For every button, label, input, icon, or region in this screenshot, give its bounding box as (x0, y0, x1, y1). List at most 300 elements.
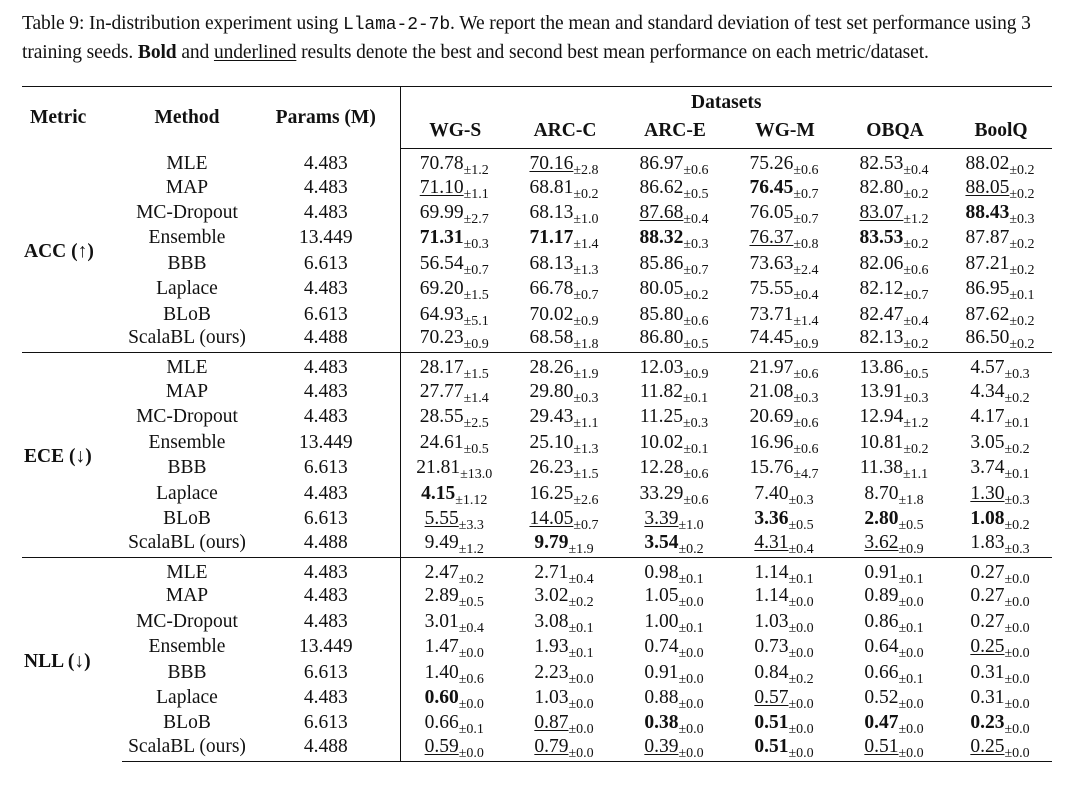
result-cell (400, 736, 510, 762)
method-name: Ensemble (148, 636, 226, 658)
result-cell (620, 327, 730, 353)
result-mean: 0.64 (864, 636, 899, 658)
header-col-arc-c: ARC-C (510, 115, 620, 149)
result-mean: 29.43 (529, 406, 574, 428)
result-cell (950, 685, 1052, 710)
table-row (22, 405, 1052, 430)
result-std: ±2.6 (573, 492, 599, 508)
result-cell (730, 532, 840, 558)
result-std: ±0.0 (788, 595, 814, 611)
result-std: ±0.0 (568, 746, 594, 762)
result-std: ±0.5 (903, 367, 929, 383)
result-std: ±0.2 (1009, 163, 1035, 178)
result-std: ±0.1 (682, 391, 709, 407)
result-mean: 0.51 (864, 736, 899, 758)
table-row (22, 430, 1052, 455)
result-mean: 82.12 (859, 278, 904, 300)
result-std: ±0.6 (683, 467, 709, 483)
table-row (22, 660, 1052, 685)
result-cell (950, 405, 1052, 430)
result-mean: 0.89 (864, 585, 899, 607)
params-value: 13.449 (298, 227, 353, 249)
result-cell (950, 430, 1052, 455)
result-mean: 73.71 (749, 303, 794, 325)
result-cell (400, 660, 510, 685)
result-cell (840, 532, 950, 558)
result-std: ±0.1 (678, 571, 704, 587)
result-std: ±0.8 (793, 237, 819, 253)
result-cell (620, 532, 730, 558)
result-std: ±1.3 (573, 262, 599, 278)
result-mean: 0.25 (970, 736, 1005, 758)
result-mean: 0.25 (970, 636, 1005, 658)
result-mean: 1.00 (644, 610, 679, 632)
result-mean: 0.91 (864, 561, 899, 583)
result-cell (950, 175, 1052, 200)
result-std: ±1.5 (463, 288, 489, 304)
result-cell (840, 481, 950, 506)
result-cell (510, 430, 620, 455)
method-name: Ensemble (148, 227, 226, 249)
result-mean: 25.10 (529, 431, 574, 453)
result-std: ±0.2 (1009, 337, 1035, 353)
result-std: ±0.2 (1004, 517, 1030, 533)
result-cell (840, 430, 950, 455)
table-row (22, 456, 1052, 481)
result-cell (840, 251, 950, 276)
result-cell (950, 456, 1052, 481)
result-mean: 76.45 (749, 176, 794, 198)
result-cell (730, 711, 840, 736)
result-std: ±0.0 (898, 696, 924, 712)
result-std: ±0.0 (458, 646, 484, 662)
result-std: ±0.0 (788, 696, 814, 712)
result-mean: 1.03 (534, 686, 569, 708)
result-mean: 0.66 (424, 712, 459, 734)
header-params: Params (M) (275, 106, 376, 128)
result-mean: 2.47 (424, 561, 459, 583)
result-mean: 13.86 (859, 357, 904, 379)
result-std: ±0.1 (1009, 288, 1035, 304)
result-cell (620, 175, 730, 200)
result-cell (400, 405, 510, 430)
result-cell (400, 226, 510, 251)
method-name: BBB (167, 252, 207, 274)
method-name: MC-Dropout (136, 202, 238, 224)
result-mean: 1.05 (644, 585, 679, 607)
caption-and: and (176, 42, 214, 63)
result-cell (840, 685, 950, 710)
result-mean: 0.31 (970, 661, 1005, 683)
result-mean: 11.38 (859, 457, 903, 479)
result-std: ±0.2 (1004, 441, 1030, 457)
result-cell (400, 353, 510, 383)
result-cell (620, 302, 730, 327)
result-cell (950, 711, 1052, 736)
caption-suffix: results denote the best and second best mean performance on each metric/dataset. (296, 42, 929, 63)
result-cell (400, 634, 510, 662)
result-mean: 74.45 (749, 327, 794, 349)
table-row (22, 557, 1052, 584)
result-cell (400, 175, 510, 200)
method-name: ScalaBL (ours) (128, 531, 246, 553)
result-mean: 13.91 (859, 381, 904, 403)
result-std: ±0.2 (903, 186, 929, 202)
result-cell (620, 379, 730, 407)
result-std: ±1.3 (573, 441, 599, 457)
result-mean: 83.53 (859, 227, 904, 249)
result-mean: 15.76 (749, 457, 794, 479)
result-cell (840, 327, 950, 353)
result-cell (840, 584, 950, 609)
result-std: ±0.1 (568, 620, 594, 636)
result-std: ±0.0 (458, 746, 484, 762)
table-row (22, 302, 1052, 327)
result-std: ±3.3 (458, 517, 484, 533)
result-cell (400, 251, 510, 276)
method-name: MAP (165, 176, 209, 198)
result-cell (840, 302, 950, 327)
method-name: MLE (122, 557, 252, 584)
result-cell (730, 736, 840, 762)
table-row (22, 685, 1052, 710)
result-std: ±0.5 (898, 517, 924, 533)
result-cell (730, 226, 840, 251)
result-cell (400, 277, 510, 302)
result-std: ±1.5 (463, 367, 489, 383)
result-std: ±0.1 (1004, 416, 1030, 432)
table-row (22, 277, 1052, 302)
result-mean: 0.84 (754, 661, 789, 683)
result-cell (840, 736, 950, 762)
result-std: ±1.1 (902, 467, 929, 483)
table-row (22, 226, 1052, 251)
result-std: ±0.4 (793, 288, 819, 304)
result-mean: 12.94 (859, 406, 904, 428)
result-std: ±0.6 (793, 163, 819, 178)
result-cell (620, 506, 730, 531)
table-row (22, 736, 1052, 762)
result-std: ±4.7 (793, 467, 819, 483)
params-value: 6.613 (303, 712, 348, 734)
result-mean: 28.26 (529, 357, 574, 379)
result-cell (400, 506, 510, 531)
result-mean: 0.60 (424, 686, 459, 708)
result-std: ±1.4 (573, 237, 599, 253)
result-cell (620, 660, 730, 685)
result-cell (510, 277, 620, 302)
result-std: ±1.1 (573, 416, 599, 432)
result-std: ±0.2 (678, 541, 704, 557)
result-mean: 0.73 (754, 636, 789, 658)
result-std: ±0.2 (1004, 391, 1030, 407)
result-std: ±0.4 (903, 313, 929, 329)
method-name: MAP (165, 381, 209, 403)
result-std: ±1.4 (793, 313, 819, 329)
result-cell (730, 430, 840, 455)
caption-prefix: Table 9: In-distribution experiment using (22, 13, 343, 34)
result-std: ±5.1 (463, 313, 489, 329)
result-cell (400, 609, 510, 634)
result-std: ±0.7 (793, 186, 819, 202)
result-std: ±0.3 (903, 391, 929, 407)
result-mean: 27.77 (419, 381, 464, 403)
result-cell (620, 736, 730, 762)
result-mean: 86.50 (965, 327, 1010, 349)
result-std: ±0.2 (903, 337, 929, 353)
result-mean: 21.81 (416, 457, 461, 479)
result-std: ±0.4 (903, 163, 929, 178)
result-mean: 69.20 (419, 278, 464, 300)
result-mean: 2.89 (424, 585, 459, 607)
result-mean: 21.97 (749, 357, 794, 379)
result-cell (950, 660, 1052, 685)
method-name: MLE (122, 353, 252, 380)
result-mean: 75.26 (749, 153, 794, 174)
result-cell (730, 634, 840, 662)
result-std: ±0.6 (458, 671, 484, 687)
result-cell (840, 379, 950, 407)
result-std: ±1.9 (573, 367, 599, 383)
result-mean: 28.55 (419, 406, 464, 428)
result-std: ±0.3 (1004, 492, 1030, 508)
result-std: ±0.3 (1004, 541, 1030, 557)
result-cell (840, 456, 950, 481)
params-value: 6.613 (303, 303, 348, 325)
result-mean: 69.99 (419, 202, 464, 224)
result-mean: 70.78 (419, 153, 464, 174)
result-cell (620, 584, 730, 609)
result-mean: 3.05 (970, 431, 1005, 453)
result-std: ±1.4 (463, 391, 489, 407)
result-cell (730, 251, 840, 276)
result-mean: 10.02 (639, 431, 684, 453)
result-std: ±0.0 (678, 696, 704, 712)
result-cell (620, 557, 730, 587)
result-mean: 9.79 (534, 531, 569, 553)
caption-underlined-word: underlined (213, 42, 297, 63)
result-mean: 1.83 (970, 531, 1005, 553)
result-std: ±1.12 (455, 492, 488, 508)
result-mean: 0.74 (644, 636, 679, 658)
result-cell (950, 736, 1052, 762)
params-value: 6.613 (303, 457, 348, 479)
result-cell (950, 200, 1052, 228)
result-mean: 3.01 (424, 610, 459, 632)
result-cell (400, 327, 510, 353)
params-value: 13.449 (298, 636, 353, 658)
result-std: ±0.0 (1004, 571, 1030, 587)
result-std: ±0.9 (898, 541, 924, 557)
table-row (22, 584, 1052, 609)
result-cell (510, 481, 620, 506)
result-std: ±0.0 (1004, 620, 1030, 636)
result-cell (950, 226, 1052, 251)
result-std: ±1.2 (463, 163, 489, 178)
result-std: ±0.3 (1004, 367, 1030, 383)
result-std: ±0.1 (568, 646, 594, 662)
result-std: ±0.0 (568, 671, 594, 687)
table-row (22, 609, 1052, 634)
result-cell (620, 149, 730, 176)
result-mean: 0.59 (424, 736, 459, 758)
result-cell (510, 456, 620, 481)
method-name: ScalaBL (ours) (122, 736, 252, 762)
result-mean: 68.13 (529, 252, 574, 274)
result-std: ±0.2 (903, 237, 929, 253)
result-std: ±1.9 (568, 541, 594, 557)
result-mean: 1.03 (754, 610, 789, 632)
result-mean: 71.31 (419, 227, 464, 249)
result-mean: 85.80 (639, 303, 684, 325)
result-std: ±0.5 (683, 337, 709, 353)
result-mean: 4.17 (970, 406, 1005, 428)
result-mean: 70.23 (419, 327, 464, 349)
result-mean: 75.55 (749, 278, 794, 300)
result-std: ±0.0 (788, 746, 814, 762)
result-mean: 71.17 (529, 227, 574, 249)
result-mean: 82.47 (859, 303, 904, 325)
result-cell (620, 226, 730, 251)
result-std: ±0.0 (568, 696, 594, 712)
result-cell (730, 660, 840, 685)
result-mean: 11.25 (639, 406, 683, 428)
result-mean: 88.32 (639, 227, 684, 249)
result-cell (950, 379, 1052, 407)
params-value: 4.488 (252, 736, 400, 762)
result-cell (730, 557, 840, 587)
result-mean: 26.23 (529, 457, 574, 479)
metric-label: NLL (↓) (22, 557, 122, 761)
result-cell (510, 711, 620, 736)
table-row (22, 532, 1052, 558)
result-mean: 0.98 (644, 561, 679, 583)
result-std: ±0.0 (898, 746, 924, 762)
method-name: BBB (167, 457, 207, 479)
result-mean: 82.06 (859, 252, 904, 274)
params-value: 4.483 (303, 686, 348, 708)
caption-bold-word: Bold (137, 42, 177, 63)
result-cell (730, 353, 840, 383)
result-cell (840, 609, 950, 634)
result-mean: 10.81 (859, 431, 904, 453)
result-cell (510, 506, 620, 531)
result-cell (730, 506, 840, 531)
result-cell (950, 609, 1052, 634)
result-mean: 3.54 (644, 531, 679, 553)
result-mean: 1.93 (534, 636, 569, 658)
result-mean: 1.40 (424, 661, 459, 683)
result-cell (510, 251, 620, 276)
result-mean: 3.39 (644, 507, 679, 529)
table-row (22, 353, 1052, 380)
result-mean: 76.37 (749, 227, 794, 249)
result-mean: 80.05 (639, 278, 684, 300)
result-cell (950, 251, 1052, 276)
params-value: 4.483 (303, 202, 348, 224)
result-cell (950, 557, 1052, 587)
result-cell (510, 226, 620, 251)
table-body (22, 149, 1052, 762)
metric-label: ACC (↑) (24, 241, 94, 263)
result-cell (730, 481, 840, 506)
params-value: 4.488 (303, 531, 348, 553)
result-std: ±0.1 (898, 620, 924, 636)
result-cell (510, 327, 620, 353)
header-col-arc-e: ARC-E (620, 115, 730, 149)
result-cell (840, 660, 950, 685)
result-mean: 87.68 (639, 202, 684, 224)
result-std: ±0.2 (903, 441, 929, 457)
result-mean: 4.57 (970, 357, 1005, 379)
header-col-wg-m: WG-M (730, 115, 840, 149)
result-mean: 1.14 (754, 585, 789, 607)
table-row (22, 251, 1052, 276)
result-cell (730, 149, 840, 176)
table-row (22, 200, 1052, 225)
result-cell (620, 200, 730, 228)
result-mean: 3.62 (864, 531, 899, 553)
result-std: ±0.2 (458, 571, 484, 587)
result-mean: 1.08 (970, 507, 1005, 529)
result-mean: 3.08 (534, 610, 569, 632)
method-name: Laplace (156, 278, 218, 300)
result-mean: 86.95 (965, 278, 1010, 300)
result-cell (730, 200, 840, 228)
result-std: ±0.6 (793, 367, 819, 383)
result-mean: 0.86 (864, 610, 899, 632)
header-method: Method (154, 106, 220, 128)
result-mean: 0.39 (644, 736, 679, 758)
result-std: ±0.7 (903, 288, 929, 304)
params-value: 4.483 (252, 557, 400, 584)
result-mean: 82.53 (859, 153, 904, 174)
result-std: ±0.5 (788, 517, 814, 533)
result-std: ±0.3 (573, 391, 599, 407)
table-caption (22, 10, 1062, 66)
result-std: ±0.1 (898, 671, 924, 687)
method-name: Laplace (156, 686, 218, 708)
result-mean: 68.81 (529, 176, 574, 198)
result-std: ±1.8 (898, 492, 924, 508)
result-cell (510, 584, 620, 609)
result-mean: 86.97 (639, 153, 684, 174)
method-name: BLoB (163, 303, 211, 325)
result-std: ±0.2 (1009, 262, 1035, 278)
result-mean: 83.07 (859, 202, 904, 224)
result-std: ±0.0 (678, 746, 704, 762)
result-cell (620, 685, 730, 710)
result-std: ±0.0 (898, 722, 924, 738)
result-std: ±1.5 (573, 467, 599, 483)
result-cell (510, 302, 620, 327)
result-mean: 68.58 (529, 327, 574, 349)
result-mean: 3.02 (534, 585, 569, 607)
result-cell (840, 277, 950, 302)
result-cell (840, 506, 950, 531)
result-mean: 1.14 (754, 561, 789, 583)
result-std: ±0.6 (683, 313, 709, 329)
result-std: ±0.2 (788, 671, 814, 687)
result-mean: 9.49 (424, 531, 459, 553)
result-cell (840, 200, 950, 228)
caption-middle: . We report the mean and standard deviation of test set performance using 3 training seeds. (22, 13, 1031, 63)
result-cell (400, 302, 510, 327)
result-std: ±2.5 (463, 416, 489, 432)
result-cell (950, 481, 1052, 506)
result-std: ±0.7 (573, 517, 599, 533)
result-cell (510, 609, 620, 634)
